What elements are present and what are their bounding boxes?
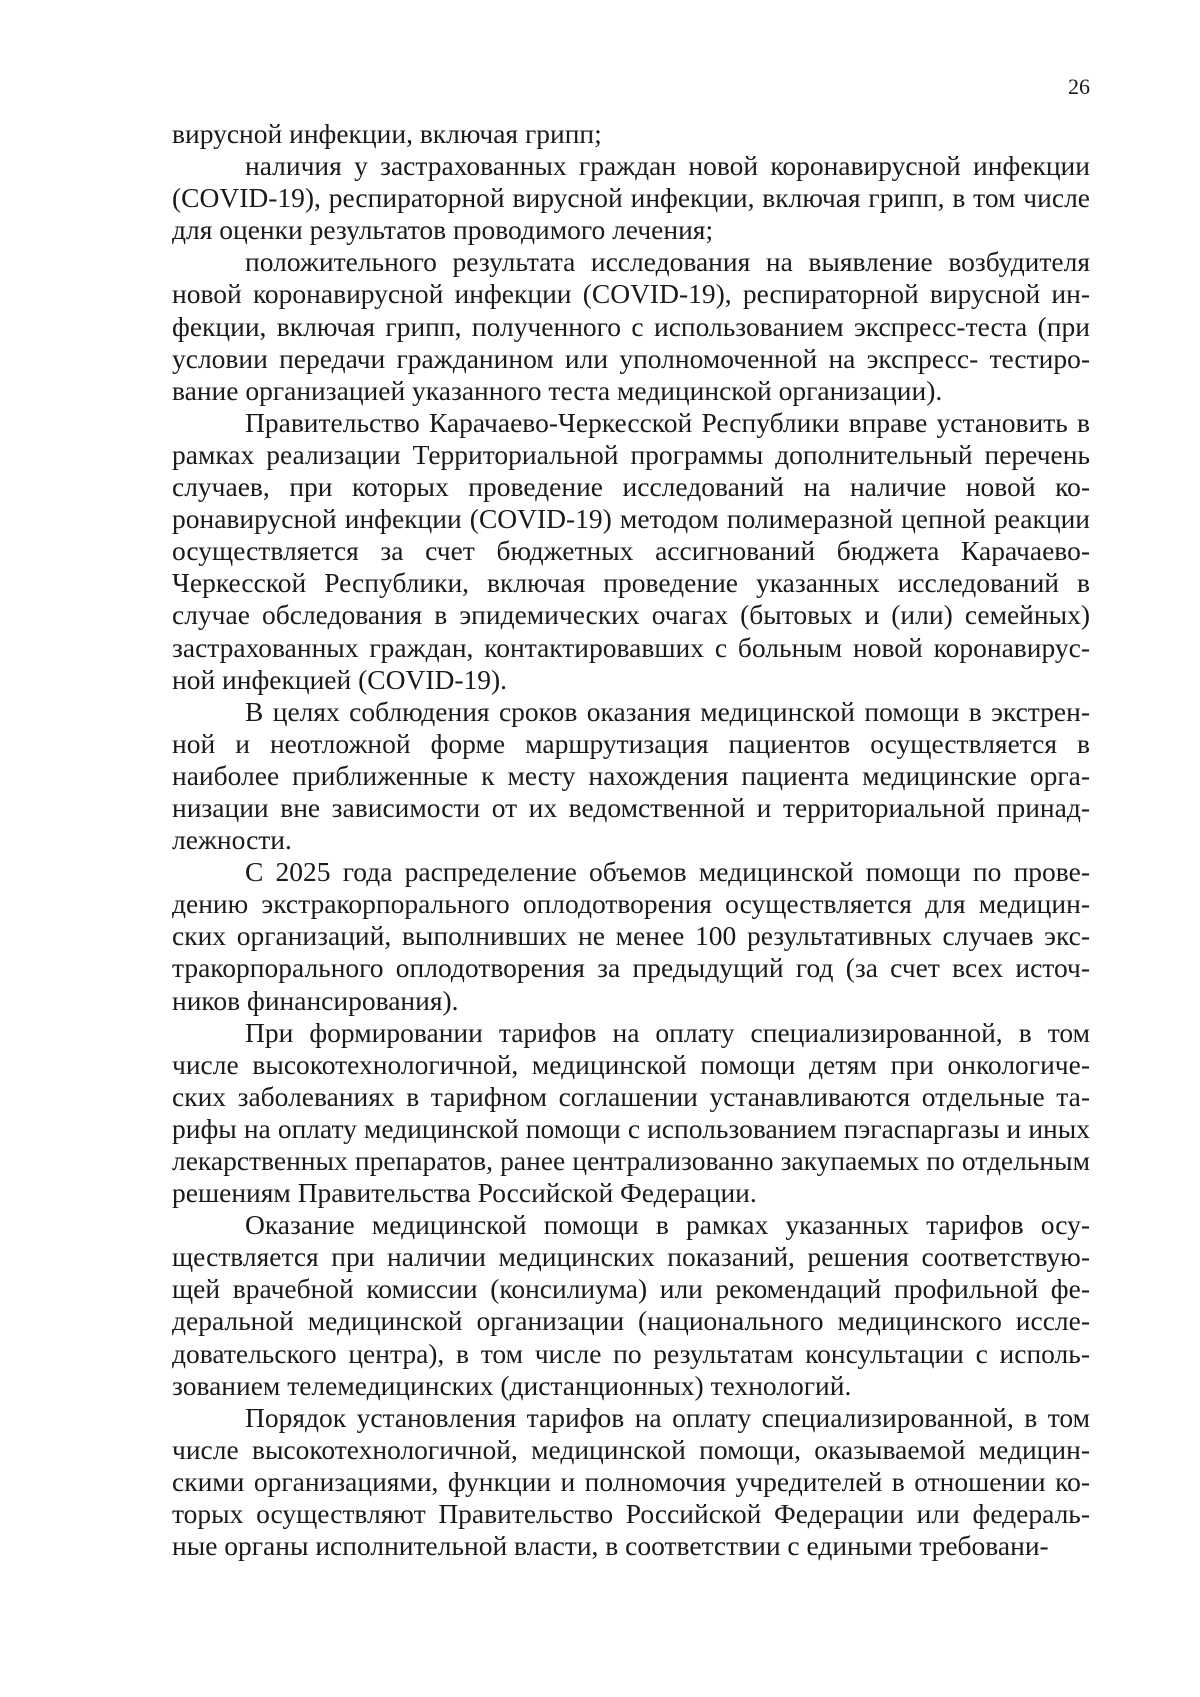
paragraph: Порядок установления тарифов на оплату специализированной, в том числе высокотехнологичной, медицинской помощи, оказываемой медицинскими организациями, функции и полномочия учредителей в отношении которых осуществляют Правительство Российской Федерации или федеральные органы исполнительной власти, в соответствии с едиными требовани- <box>172 1401 1090 1562</box>
paragraph: наличия у застрахованных граждан новой коронавирусной инфекции (COVID-19), респираторной вирусной инфекции, включая грипп, в том числе для оценки результатов проводимого лечения; <box>172 150 1090 246</box>
document-body <box>172 118 1090 1562</box>
paragraph: С 2025 года распределение объемов медицинской помощи по проведению экстракорпорального оплодотворения осуществляется для медицинских организаций, выполнивших не менее 100 результативных случаев экстракорпорального оплодотворения за предыдущий год (за счет всех источников финансирования). <box>172 856 1090 1016</box>
paragraph: Правительство Карачаево-Черкесской Республики вправе установить в рамках реализации Территориальной программы дополнительный перечень случаев, при которых проведение исследований на наличие новой коронавирусной инфекции (COVID-19) методом полимеразной цепной реакции осуществляется за счет бюджетных ассигнований бюджета Карачаево-Черкесской Республики, включая проведение указанных исследований в случае обследования в эпидемических очагах (бытовых и (или) семейных) застрахованных граждан, контактировавших с больным новой коронавирусной инфекцией (COVID-19). <box>172 406 1090 695</box>
paragraph-continuation: вирусной инфекции, включая грипп; <box>172 118 602 149</box>
paragraph: Оказание медицинской помощи в рамках указанных тарифов осуществляется при наличии медицинских показаний, решения соответствующей врачебной комиссии (консилиума) или рекомендаций профильной федеральной медицинской организации (национального медицинского исследовательского центра), в том числе по результатам консультации с использованием телемедицинских (дистанционных) технологий. <box>172 1209 1090 1401</box>
page-number: 26 <box>1068 74 1090 99</box>
paragraph: При формировании тарифов на оплату специализированной, в том числе высокотехнологичной, медицинской помощи детям при онкологических заболеваниях в тарифном соглашении устанавливаются отдельные тарифы на оплату медицинской помощи с использованием пэгаспаргазы и иных лекарственных препаратов, ранее централизованно закупаемых по отдельным решениям Правительства Российской Федерации. <box>172 1016 1090 1209</box>
paragraph: В целях соблюдения сроков оказания медицинской помощи в экстренной и неотложной форме маршрутизация пациентов осуществляется в наиболее приближенные к месту нахождения пациента медицинские организации вне зависимости от их ведомственной и территориальной принадлежности. <box>172 695 1090 856</box>
paragraph: положительного результата исследования на выявление возбудителя новой коронавирусной инфекции (COVID-19), респираторной вирусной инфекции, включая грипп, полученного с использованием экспресс-теста (при условии передачи гражданином или уполномоченной на экспресс- тестирование организацией указанного теста медицинской организации). <box>172 246 1090 406</box>
